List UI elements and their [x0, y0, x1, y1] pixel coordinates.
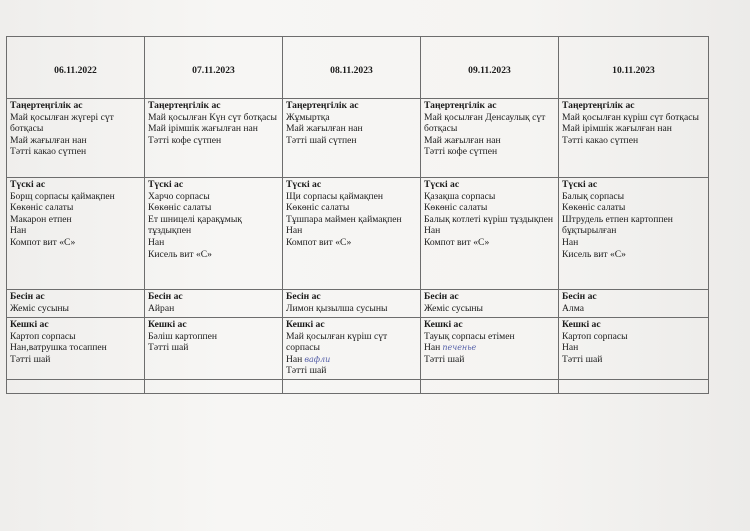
snack-cell — [7, 290, 145, 318]
dish-with-note — [424, 342, 555, 354]
dish: Нан,ватрушка тосаппен — [10, 342, 107, 354]
snack-cell — [421, 290, 559, 318]
dish: Май қосылған күріш сүт ботқасы — [562, 111, 699, 123]
dinner-cell — [7, 318, 145, 380]
dish: Лимон қызылша сусыны — [286, 302, 388, 314]
dish: Нан — [562, 342, 579, 354]
dish: Нан — [148, 236, 165, 248]
dish: Май жағылған нан — [286, 123, 363, 135]
lunch-row — [7, 178, 709, 290]
dish: Май қосылған күріш сүт сорпасы — [286, 330, 388, 354]
dish: Жеміс сусыны — [10, 302, 69, 314]
dish: Тәтті шай — [562, 353, 603, 365]
dish: Нан — [424, 225, 441, 237]
empty-cell — [559, 380, 709, 394]
meal-title: Таңертеңгілік ас — [148, 100, 221, 111]
snack-cell — [559, 290, 709, 318]
lunch-cell — [559, 178, 709, 290]
breakfast-cell — [421, 99, 559, 178]
dish: Көкөніс салаты — [562, 202, 626, 214]
dish: Балық котлеті күріш тұздықпен — [424, 213, 554, 225]
dish: Жұмыртқа — [286, 111, 330, 123]
dish: Жеміс сусыны — [424, 302, 483, 314]
dish: Қазақша сорпасы — [424, 190, 496, 202]
empty-cell — [283, 380, 421, 394]
lunch-cell — [145, 178, 283, 290]
lunch-cell — [7, 178, 145, 290]
date-label: 08.11.2023 — [330, 65, 373, 77]
handwritten-note: печенье — [442, 343, 477, 353]
snack-cell — [283, 290, 421, 318]
meal-title: Таңертеңгілік ас — [286, 100, 359, 111]
dish: Компот вит «С» — [286, 236, 352, 248]
dish: Көкөніс салаты — [424, 202, 488, 214]
lunch-cell — [421, 178, 559, 290]
dish: Тәтті какао сүтпен — [562, 134, 639, 146]
dish: Май жағылған нан — [10, 134, 87, 146]
dish: Көкөніс салаты — [10, 202, 74, 214]
dish: Харчо сорпасы — [148, 190, 210, 202]
dish: Май ірімшік жағылған нан — [562, 123, 672, 135]
dish: Алма — [562, 302, 584, 314]
dish: Тәтті шай — [424, 353, 465, 365]
meal-title: Кешкі ас — [286, 319, 325, 330]
date-label: 06.11.2022 — [54, 65, 97, 77]
dish: Борщ сорпасы қаймақпен — [10, 190, 115, 202]
breakfast-cell — [7, 99, 145, 178]
dish: Бәліш картоппен — [148, 330, 217, 342]
date-header — [421, 37, 559, 99]
breakfast-row — [7, 99, 709, 178]
dish: Тұшпара маймен қаймақпен — [286, 213, 402, 225]
meal-title: Кешкі ас — [10, 319, 49, 330]
dish-with-note — [286, 354, 417, 366]
dish: Көкөніс салаты — [286, 202, 350, 214]
date-label: 07.11.2023 — [192, 65, 235, 77]
dish: Тәтті кофе сүтпен — [148, 134, 222, 146]
meal-title: Бесін ас — [148, 291, 183, 302]
dish: Картоп сорпасы — [562, 330, 628, 342]
date-header — [283, 37, 421, 99]
dish: Штрудель етпен картоппен бұқтырылған — [562, 213, 673, 237]
date-label: 09.11.2023 — [468, 65, 511, 77]
meal-title: Түскі ас — [10, 179, 46, 190]
meal-title: Кешкі ас — [562, 319, 601, 330]
meal-title: Таңертеңгілік ас — [10, 100, 83, 111]
meal-title: Таңертеңгілік ас — [562, 100, 635, 111]
dish: Нан — [286, 225, 303, 237]
dish: Макарон етпен — [10, 213, 72, 225]
dish: Щи сорпасы қаймақпен — [286, 190, 384, 202]
date-label: 10.11.2023 — [612, 65, 655, 77]
meal-title: Түскі ас — [424, 179, 460, 190]
empty-cell — [421, 380, 559, 394]
empty-cell — [145, 380, 283, 394]
meal-title: Таңертеңгілік ас — [424, 100, 497, 111]
dish: Тәтті шай сүтпен — [286, 134, 357, 146]
dish: Май жағылған нан — [424, 134, 501, 146]
snack-row — [7, 290, 709, 318]
dish: Тәтті шай — [10, 353, 51, 365]
dish: Тәтті какао сүтпен — [10, 146, 87, 158]
empty-row — [7, 380, 709, 394]
handwritten-note: вафли — [304, 354, 331, 364]
dish-text: Нан — [286, 353, 303, 365]
dish: Компот вит «С» — [424, 236, 490, 248]
dinner-cell — [421, 318, 559, 380]
dish: Кисель вит «С» — [562, 248, 626, 260]
dinner-cell — [145, 318, 283, 380]
date-header — [145, 37, 283, 99]
dish: Май ірімшік жағылған нан — [148, 123, 258, 135]
dinner-cell — [283, 318, 421, 380]
dish: Май қосылған жүгері сүт ботқасы — [10, 111, 114, 135]
meal-title: Бесін ас — [286, 291, 321, 302]
dish: Тәтті кофе сүтпен — [424, 146, 498, 158]
meal-title: Түскі ас — [148, 179, 184, 190]
dish-text: Нан — [424, 342, 441, 354]
breakfast-cell — [559, 99, 709, 178]
dish: Нан — [10, 225, 27, 237]
meal-title: Кешкі ас — [424, 319, 463, 330]
meal-title: Түскі ас — [562, 179, 598, 190]
breakfast-cell — [145, 99, 283, 178]
breakfast-cell — [283, 99, 421, 178]
dish: Тауық сорпасы етімен — [424, 330, 515, 342]
dinner-row — [7, 318, 709, 380]
dish: Май қосылған Денсаулық сүт ботқасы — [424, 111, 546, 135]
dish: Балық сорпасы — [562, 190, 625, 202]
dish: Нан — [562, 236, 579, 248]
date-header — [559, 37, 709, 99]
meal-title: Бесін ас — [562, 291, 597, 302]
dish: Көкөніс салаты — [148, 202, 212, 214]
dinner-cell — [559, 318, 709, 380]
dish: Кисель вит «С» — [148, 248, 212, 260]
dish: Ет шницелі қарақұмық тұздықпен — [148, 213, 242, 237]
date-header — [7, 37, 145, 99]
meal-title: Бесін ас — [10, 291, 45, 302]
lunch-cell — [283, 178, 421, 290]
dish: Май қосылған Күн сүт ботқасы — [148, 111, 277, 123]
meal-title: Бесін ас — [424, 291, 459, 302]
snack-cell — [145, 290, 283, 318]
date-header-row — [7, 37, 709, 99]
meal-title: Түскі ас — [286, 179, 322, 190]
meal-title: Кешкі ас — [148, 319, 187, 330]
dish: Тәтті шай — [286, 365, 327, 377]
dish: Тәтті шай — [148, 342, 189, 354]
dish: Компот вит «С» — [10, 236, 76, 248]
dish: Айран — [148, 302, 175, 314]
weekly-menu-table — [6, 36, 709, 394]
empty-cell — [7, 380, 145, 394]
dish: Картоп сорпасы — [10, 330, 76, 342]
